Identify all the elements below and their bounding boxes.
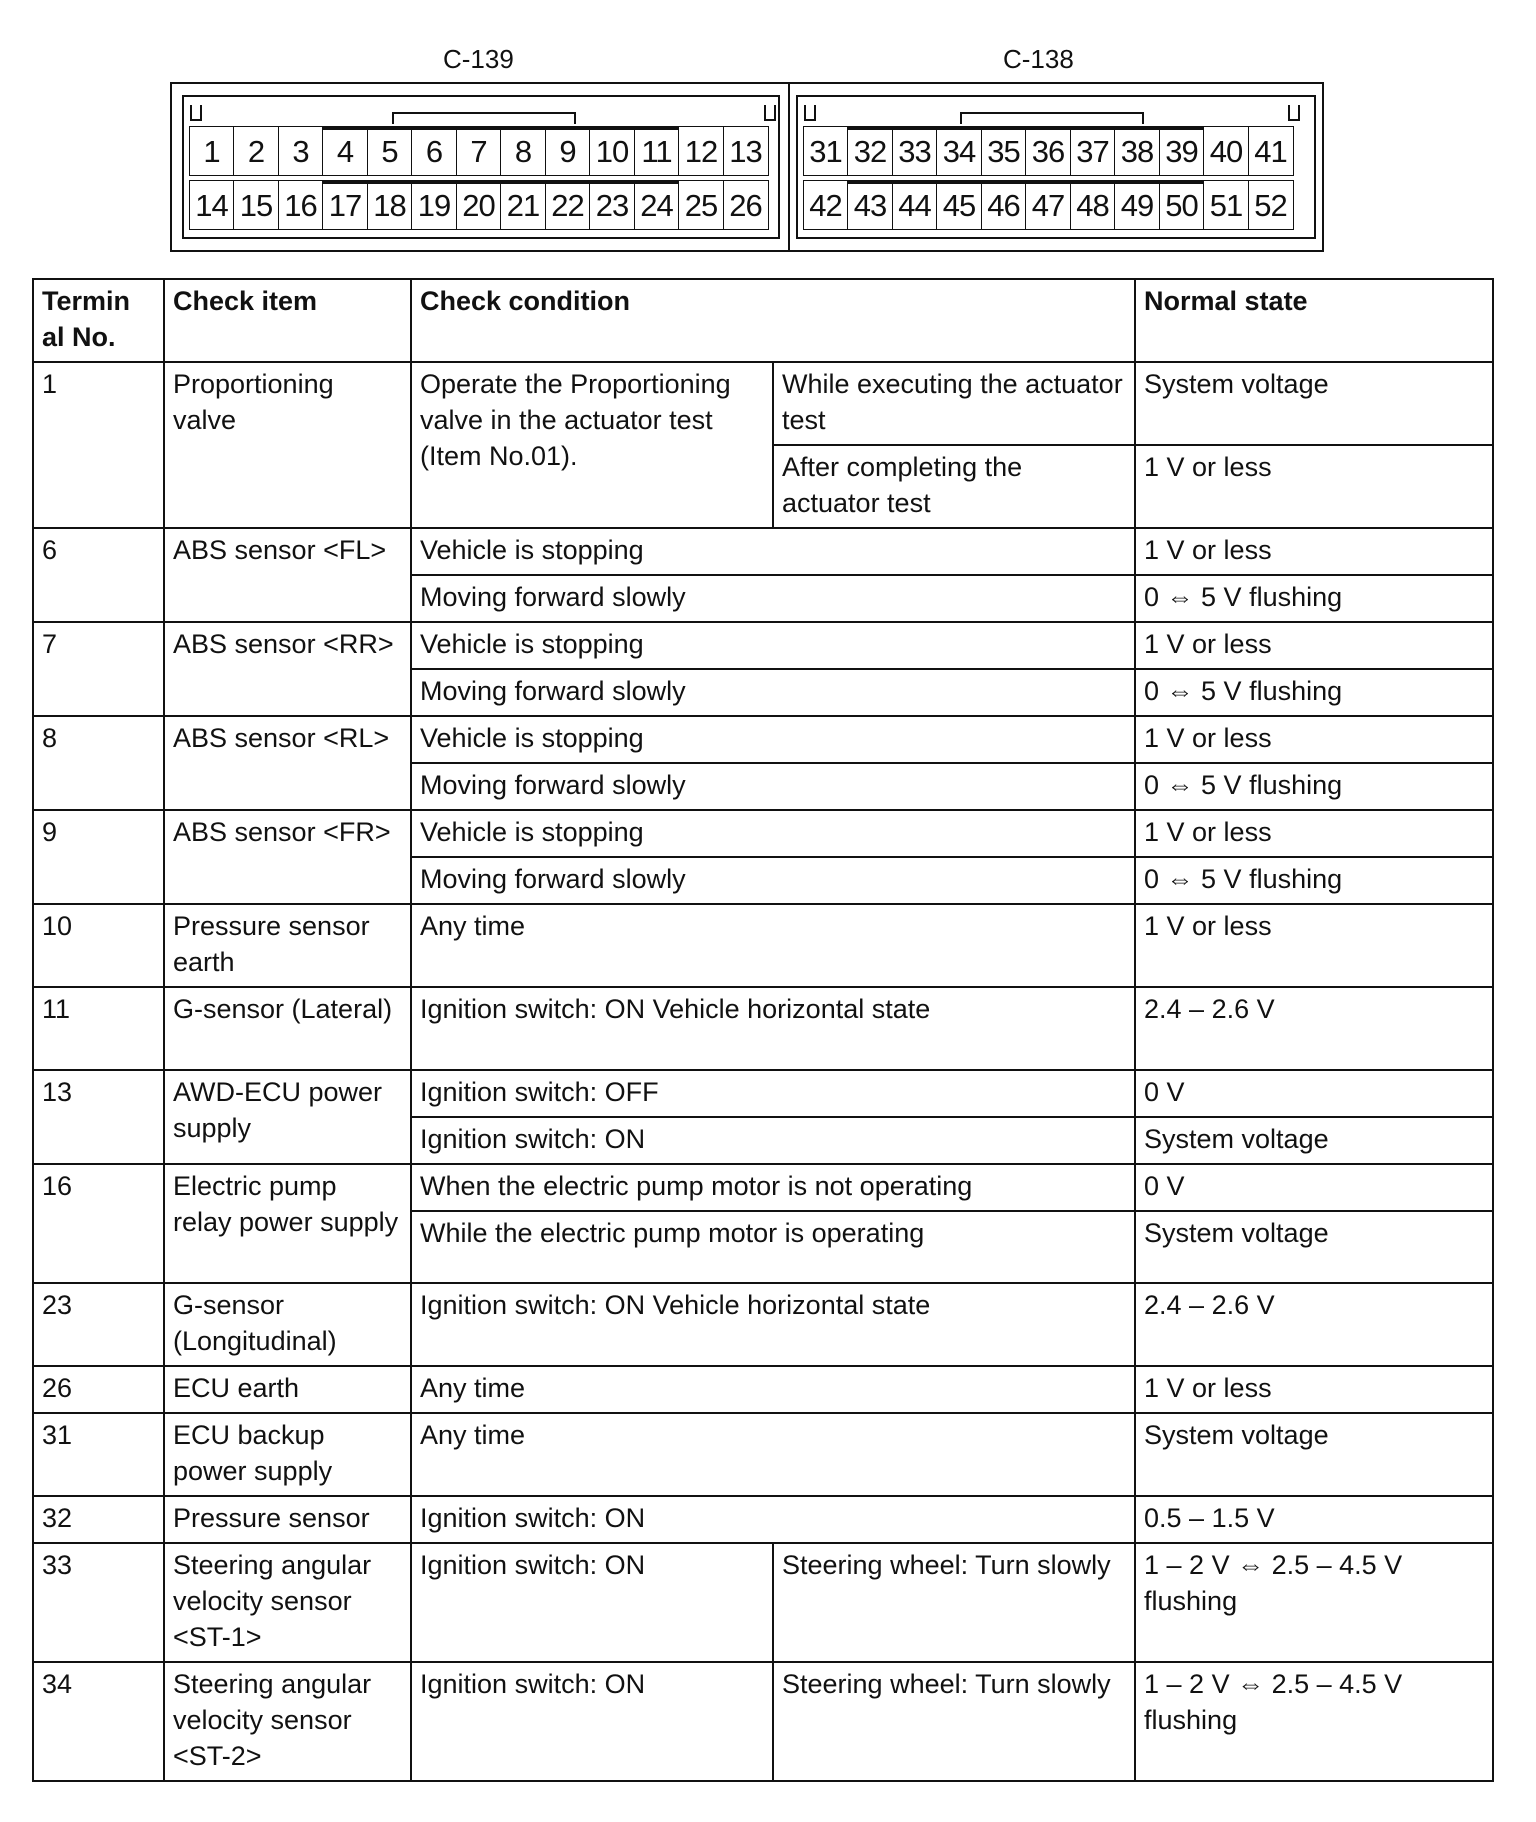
normal-state-cell: 2.4 – 2.6 V (1135, 987, 1493, 1070)
connector-c139-corner-right (764, 105, 776, 121)
check-item-cell: ABS sensor <RR> (164, 622, 411, 716)
connector-label-c138: C-138 (1003, 44, 1074, 74)
table-row (33, 1070, 1493, 1117)
pin: 18 (367, 180, 413, 230)
check-condition-cell: Ignition switch: OFF (411, 1070, 1135, 1117)
normal-state-cell: 0 V (1135, 1070, 1493, 1117)
check-item-cell: ABS sensor <FL> (164, 528, 411, 622)
table-row (33, 362, 1493, 445)
pin: 51 (1203, 180, 1249, 230)
pin: 25 (678, 180, 724, 230)
terminal-cell: 8 (33, 716, 164, 810)
terminal-cell: 6 (33, 528, 164, 622)
pin: 10 (589, 126, 635, 176)
check-item-cell: Pressure sensor (164, 1496, 411, 1543)
pin: 5 (367, 126, 413, 176)
pin: 31 (803, 126, 849, 176)
normal-state-cell: 1 V or less (1135, 810, 1493, 857)
pin: 2 (233, 126, 279, 176)
pin: 43 (847, 180, 893, 230)
check-condition-cell: Moving forward slowly (411, 857, 1135, 904)
check-condition-cell: Moving forward slowly (411, 763, 1135, 810)
check-item-cell: G-sensor (Longitudinal) (164, 1283, 411, 1366)
connector-c139-corner-left (190, 105, 202, 121)
pin: 47 (1025, 180, 1071, 230)
pin: 4 (322, 126, 368, 176)
pin: 36 (1025, 126, 1071, 176)
check-item-cell: Pressure sensor earth (164, 904, 411, 987)
table-row (33, 1543, 1493, 1662)
header-normal-state: Normal state (1135, 279, 1493, 362)
table-row (33, 528, 1493, 575)
check-condition-cell: Any time (411, 1366, 1135, 1413)
header-terminal: Termin al No. (33, 279, 164, 362)
pin: 48 (1070, 180, 1116, 230)
check-condition-cell: Any time (411, 1413, 1135, 1496)
connector-c138-row-top (804, 126, 1294, 176)
pin: 19 (411, 180, 457, 230)
terminal-cell: 13 (33, 1070, 164, 1164)
connector-c138-corner-right (1288, 105, 1300, 121)
check-condition-cell: Ignition switch: ON (411, 1496, 1135, 1543)
pin: 11 (634, 126, 680, 176)
check-item-cell: AWD-ECU power supply (164, 1070, 411, 1164)
pin: 32 (847, 126, 893, 176)
header-check-condition: Check condition (411, 279, 1135, 362)
pin: 38 (1114, 126, 1160, 176)
connector-label-c139: C-139 (443, 44, 514, 74)
check-condition-cell: When the electric pump motor is not operating (411, 1164, 1135, 1211)
normal-state-cell: 1 V or less (1135, 445, 1493, 528)
normal-state-cell: 1 – 2 V ⇔ 2.5 – 4.5 V flushing (1135, 1543, 1493, 1662)
pin: 12 (678, 126, 724, 176)
check-condition-cell: Moving forward slowly (411, 575, 1135, 622)
normal-state-cell: 0 ⇔ 5 V flushing (1135, 575, 1493, 622)
normal-state-cell: System voltage (1135, 1211, 1493, 1283)
terminal-cell: 7 (33, 622, 164, 716)
pin: 33 (892, 126, 938, 176)
pin: 44 (892, 180, 938, 230)
check-condition-cell: Ignition switch: ON Vehicle horizontal state (411, 1283, 1135, 1366)
check-condition-cell: Ignition switch: ON (411, 1543, 773, 1662)
connector-c139-row-top (190, 126, 769, 176)
table-row (33, 987, 1493, 1070)
pin: 52 (1248, 180, 1294, 230)
normal-state-cell: 0 ⇔ 5 V flushing (1135, 669, 1493, 716)
table-row (33, 1164, 1493, 1211)
table-row (33, 810, 1493, 857)
connector-c138-corner-left (804, 105, 816, 121)
pin: 14 (189, 180, 235, 230)
table-row (33, 1366, 1493, 1413)
pin: 50 (1159, 180, 1205, 230)
check-item-cell: ECU earth (164, 1366, 411, 1413)
sub-condition-cell: While executing the actuator test (773, 362, 1135, 445)
normal-state-cell: 1 V or less (1135, 1366, 1493, 1413)
check-condition-cell: Vehicle is stopping (411, 716, 1135, 763)
sub-condition-cell: Steering wheel: Turn slowly (773, 1662, 1135, 1781)
pin: 26 (723, 180, 769, 230)
check-item-cell: Steering angular velocity sensor <ST-1> (164, 1543, 411, 1662)
table-row (33, 1283, 1493, 1366)
table-row (33, 1496, 1493, 1543)
check-item-cell: Steering angular velocity sensor <ST-2> (164, 1662, 411, 1781)
pin: 8 (500, 126, 546, 176)
check-condition-cell: Operate the Proportioning valve in the actuator test (Item No.01). (411, 362, 773, 528)
check-condition-cell: Vehicle is stopping (411, 528, 1135, 575)
pin: 16 (278, 180, 324, 230)
check-condition-cell: Moving forward slowly (411, 669, 1135, 716)
pin: 40 (1203, 126, 1249, 176)
pin: 46 (981, 180, 1027, 230)
terminal-cell: 31 (33, 1413, 164, 1496)
pin: 41 (1248, 126, 1294, 176)
check-condition-cell: Vehicle is stopping (411, 622, 1135, 669)
pin: 9 (545, 126, 591, 176)
terminal-cell: 34 (33, 1662, 164, 1781)
terminal-cell: 1 (33, 362, 164, 528)
check-item-cell: ABS sensor <FR> (164, 810, 411, 904)
normal-state-cell: 1 V or less (1135, 528, 1493, 575)
pin: 21 (500, 180, 546, 230)
normal-state-cell: System voltage (1135, 1117, 1493, 1164)
check-item-cell: G-sensor (Lateral) (164, 987, 411, 1070)
terminal-check-table (32, 278, 1494, 1782)
normal-state-cell: 0.5 – 1.5 V (1135, 1496, 1493, 1543)
pin: 20 (456, 180, 502, 230)
check-condition-cell: Any time (411, 904, 1135, 987)
terminal-cell: 26 (33, 1366, 164, 1413)
table-row (33, 716, 1493, 763)
normal-state-cell: 1 V or less (1135, 622, 1493, 669)
check-condition-cell: Vehicle is stopping (411, 810, 1135, 857)
terminal-cell: 32 (33, 1496, 164, 1543)
check-condition-cell: Ignition switch: ON Vehicle horizontal state (411, 987, 1135, 1070)
pin: 39 (1159, 126, 1205, 176)
pin: 42 (803, 180, 849, 230)
table-row (33, 1662, 1493, 1781)
pin: 35 (981, 126, 1027, 176)
table-row (33, 1413, 1493, 1496)
pin: 15 (233, 180, 279, 230)
pin: 24 (634, 180, 680, 230)
pin: 17 (322, 180, 368, 230)
header-check-item: Check item (164, 279, 411, 362)
normal-state-cell: 1 – 2 V ⇔ 2.5 – 4.5 V flushing (1135, 1662, 1493, 1781)
pin: 49 (1114, 180, 1160, 230)
check-item-cell: Proportioning valve (164, 362, 411, 528)
sub-condition-cell: After completing the actuator test (773, 445, 1135, 528)
pin: 45 (936, 180, 982, 230)
check-item-cell: Electric pump relay power supply (164, 1164, 411, 1283)
check-condition-cell: Ignition switch: ON (411, 1662, 773, 1781)
pin: 34 (936, 126, 982, 176)
pin: 7 (456, 126, 502, 176)
pin: 23 (589, 180, 635, 230)
normal-state-cell: 0 ⇔ 5 V flushing (1135, 763, 1493, 810)
normal-state-cell: 1 V or less (1135, 904, 1493, 987)
normal-state-cell: System voltage (1135, 362, 1493, 445)
normal-state-cell: 1 V or less (1135, 716, 1493, 763)
normal-state-cell: 0 ⇔ 5 V flushing (1135, 857, 1493, 904)
pin: 3 (278, 126, 324, 176)
pin: 22 (545, 180, 591, 230)
terminal-cell: 10 (33, 904, 164, 987)
terminal-cell: 16 (33, 1164, 164, 1283)
terminal-cell: 11 (33, 987, 164, 1070)
check-item-cell: ECU backup power supply (164, 1413, 411, 1496)
normal-state-cell: 2.4 – 2.6 V (1135, 1283, 1493, 1366)
terminal-cell: 23 (33, 1283, 164, 1366)
pin: 13 (723, 126, 769, 176)
table-row (33, 904, 1493, 987)
connector-c139-row-bottom (190, 180, 769, 230)
connector-c138-row-bottom (804, 180, 1294, 230)
table-header-row (33, 279, 1493, 362)
pin: 6 (411, 126, 457, 176)
check-condition-cell: While the electric pump motor is operating (411, 1211, 1135, 1283)
table-row (33, 622, 1493, 669)
sub-condition-cell: Steering wheel: Turn slowly (773, 1543, 1135, 1662)
pin: 1 (189, 126, 235, 176)
normal-state-cell: System voltage (1135, 1413, 1493, 1496)
terminal-cell: 33 (33, 1543, 164, 1662)
connector-c139-lock-tab (392, 112, 576, 124)
normal-state-cell: 0 V (1135, 1164, 1493, 1211)
check-condition-cell: Ignition switch: ON (411, 1117, 1135, 1164)
pin: 37 (1070, 126, 1116, 176)
connector-c138-lock-tab (960, 112, 1144, 124)
check-item-cell: ABS sensor <RL> (164, 716, 411, 810)
terminal-cell: 9 (33, 810, 164, 904)
